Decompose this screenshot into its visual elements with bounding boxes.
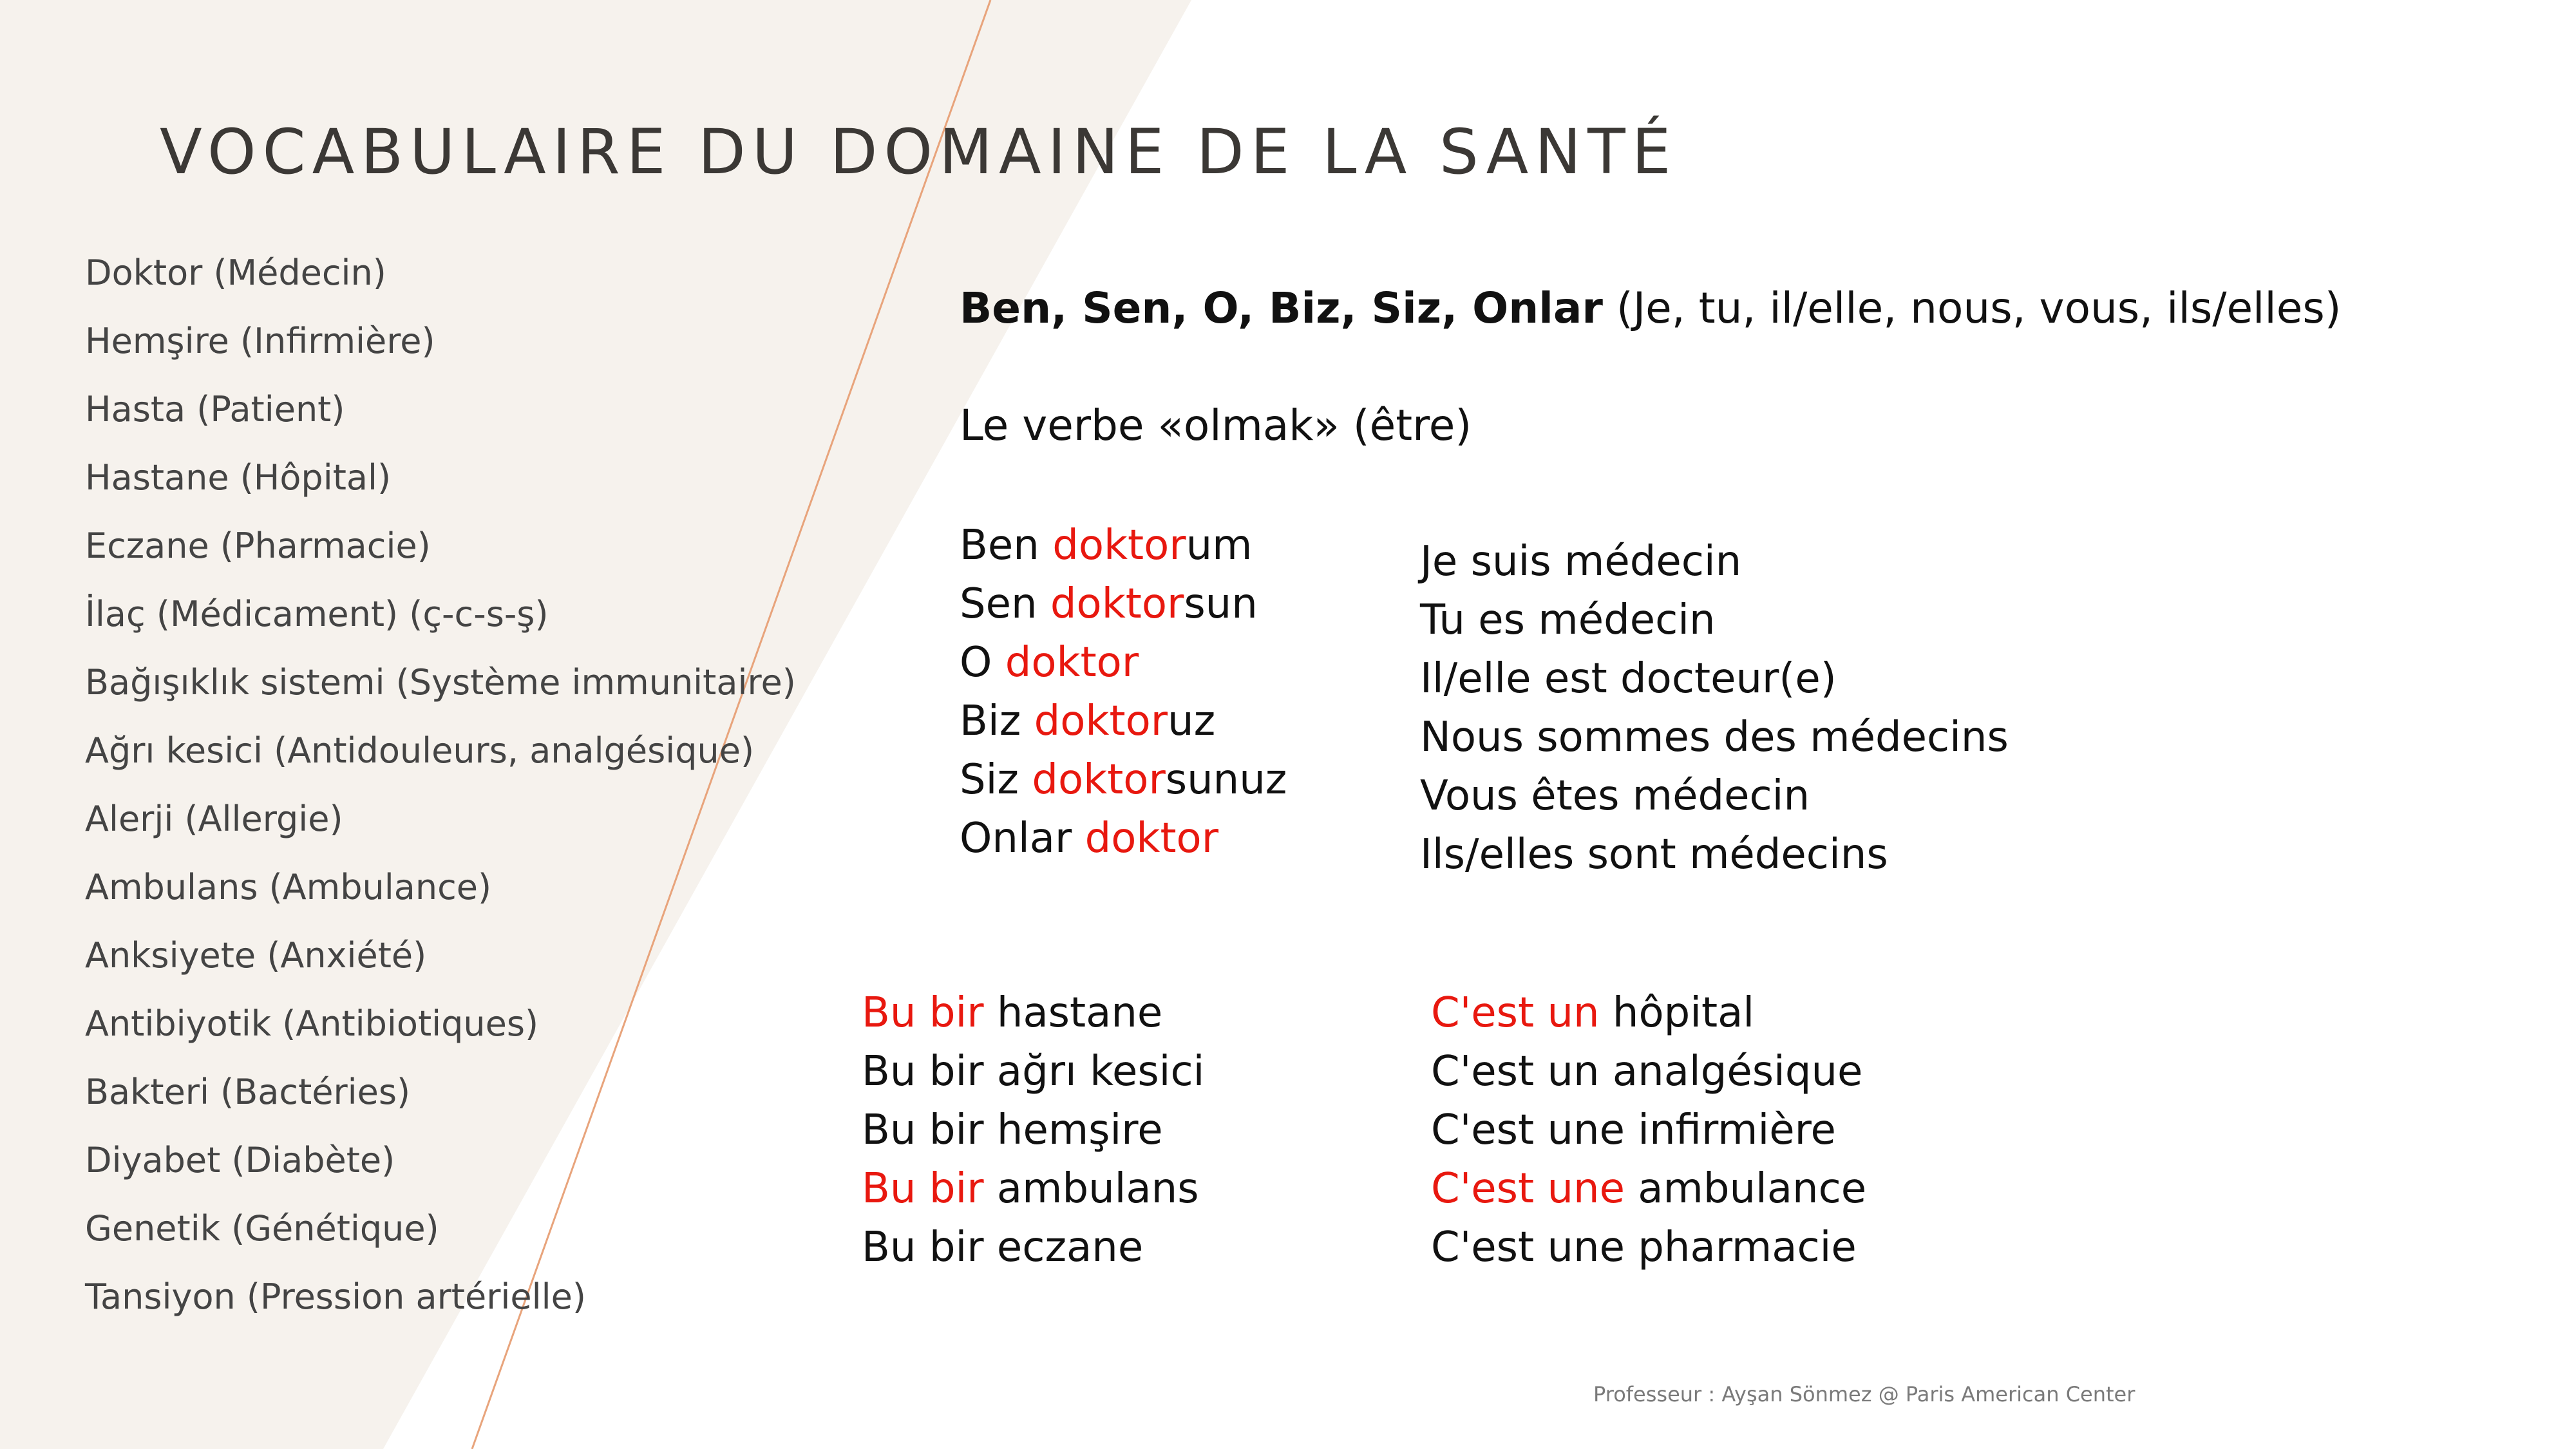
example-line: Bu bir hemşire [862,1106,1163,1154]
example-translation-line: C'est une pharmacie [1431,1224,1857,1271]
footer-credit: Professeur : Ayşan Sönmez @ Paris American Center [1593,1382,2136,1406]
example-translation-line: C'est une infirmière [1431,1106,1836,1154]
vocabulary-item: Anksiyete (Anxiété) [85,935,427,976]
example-translation-line: C'est un hôpital [1431,989,1755,1037]
examples-turkish [862,984,1204,1277]
vocabulary-item: Bakteri (Bactéries) [85,1072,411,1112]
vocabulary-item: Diyabet (Diabète) [85,1140,395,1180]
translation-line: Nous sommes des médecins [1420,714,2009,761]
conjugation-line: Onlar doktor [960,815,1218,862]
vocabulary-item: Antibiyotik (Antibiotiques) [85,1003,539,1044]
vocabulary-item: Ağrı kesici (Antidouleurs, analgésique) [85,730,755,771]
example-translation-line: C'est un analgésique [1431,1048,1863,1095]
vocabulary-item: Tansiyon (Pression artérielle) [85,1276,586,1317]
conjugation-french [1420,533,2009,884]
vocabulary-item: Eczane (Pharmacie) [85,526,431,566]
vocabulary-item: Bağışıklık sistemi (Système immunitaire) [85,662,796,703]
translation-line: Vous êtes médecin [1420,772,1810,820]
conjugation-line: Siz doktorsunuz [960,756,1287,804]
pronouns-french: (Je, tu, il/elle, nous, vous, ils/elles) [1602,283,2342,333]
verb-heading: Le verbe «olmak» (être) [960,401,1472,450]
example-line: Bu bir hastane [862,989,1163,1037]
conjugation-line: Sen doktorsun [960,580,1258,628]
pronouns-line [960,283,2341,333]
page-title: VOCABULAIRE DU DOMAINE DE LA SANTÉ [160,116,1678,188]
translation-line: Je suis médecin [1420,538,1742,585]
conjugation-line: Biz doktoruz [960,697,1216,745]
pronouns-turkish: Ben, Sen, O, Biz, Siz, Onlar [960,283,1603,333]
vocabulary-item: Doktor (Médecin) [85,252,386,293]
vocabulary-item: Genetik (Génétique) [85,1208,439,1249]
example-line: Bu bir ağrı kesici [862,1048,1205,1095]
conjugation-line: O doktor [960,639,1139,687]
vocabulary-item: Hemşire (Infirmière) [85,321,435,361]
translation-line: Ils/elles sont médecins [1420,831,1888,878]
vocabulary-item: Hasta (Patient) [85,389,345,430]
vocabulary-item: Ambulans (Ambulance) [85,867,492,907]
examples-french [1431,984,1866,1277]
example-line: Bu bir eczane [862,1224,1144,1271]
conjugation-turkish [960,516,1287,868]
conjugation-line: Ben doktorum [960,522,1253,569]
vocabulary-item: İlaç (Médicament) (ç-c-s-ş) [85,594,549,634]
translation-line: Tu es médecin [1420,596,1716,644]
vocabulary-item: Hastane (Hôpital) [85,457,392,498]
example-translation-line: C'est une ambulance [1431,1165,1867,1213]
vocabulary-item: Alerji (Allergie) [85,799,343,839]
translation-line: Il/elle est docteur(e) [1420,655,1837,703]
example-line: Bu bir ambulans [862,1165,1199,1213]
vocabulary-list [85,250,796,1342]
